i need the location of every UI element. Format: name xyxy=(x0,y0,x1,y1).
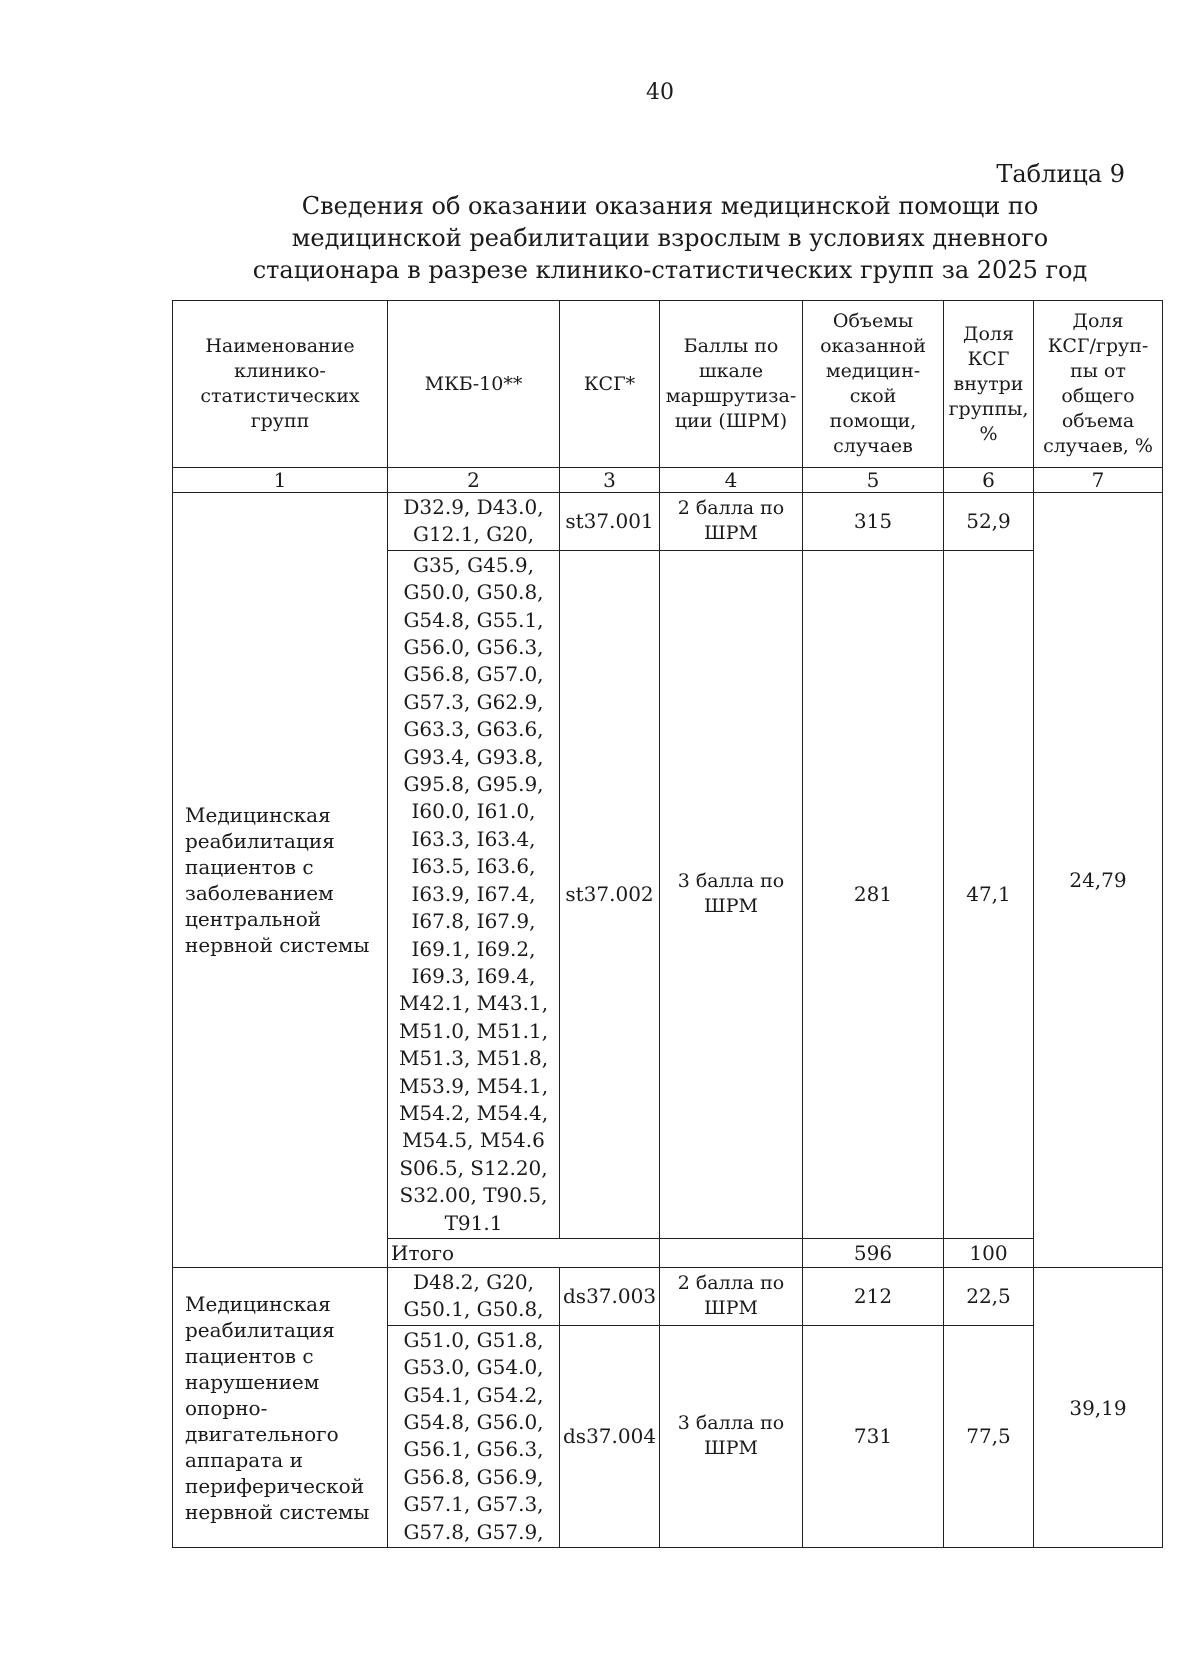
group-share-total: 24,79 xyxy=(1034,493,1163,1268)
table-label: Таблица 9 xyxy=(996,160,1125,188)
volume-value: 281 xyxy=(803,550,944,1238)
column-number: 7 xyxy=(1034,468,1163,493)
column-number: 2 xyxy=(388,468,560,493)
volume-value: 315 xyxy=(803,493,944,551)
group-name: Медицинская реабилитация пациентов с заболеванием центральной нервной системы xyxy=(173,493,388,1268)
empty-cell xyxy=(660,1238,803,1267)
share-value: 47,1 xyxy=(944,550,1034,1238)
table-row xyxy=(173,1267,1163,1325)
column-header: Объемы оказанной медицин- ской помощи, случаев xyxy=(803,301,944,468)
ksg-code: st37.002 xyxy=(560,550,660,1238)
share-value: 22,5 xyxy=(944,1267,1034,1325)
shrm-score: 2 балла по ШРМ xyxy=(660,1267,803,1325)
icd-codes: D32.9, D43.0, G12.1, G20, xyxy=(388,493,560,551)
ksg-code: st37.001 xyxy=(560,493,660,551)
icd-codes: D48.2, G20, G50.1, G50.8, xyxy=(388,1267,560,1325)
shrm-score: 3 балла по ШРМ xyxy=(660,1325,803,1547)
document-title: Сведения об оказании оказания медицинской помощи по медицинской реабилитации взрослым в условиях дневного стационара в разрезе клинико-статистических групп за 2025 год xyxy=(252,192,1088,284)
column-header: КСГ* xyxy=(560,301,660,468)
shrm-score: 3 балла по ШРМ xyxy=(660,550,803,1238)
volume-value: 212 xyxy=(803,1267,944,1325)
column-number: 4 xyxy=(660,468,803,493)
column-number: 3 xyxy=(560,468,660,493)
table-row xyxy=(173,493,1163,551)
page-number: 40 xyxy=(646,80,674,105)
group-name: Медицинская реабилитация пациентов с нарушением опорно- двигательного аппарата и периферической нервной системы xyxy=(173,1267,388,1547)
icd-codes: G35, G45.9, G50.0, G50.8, G54.8, G55.1, G56.0, G56.3, G56.8, G57.0, G57.3, G62.9, G63.3, G63.6, G93.4, G93.8, G95.8, G95.9, I60.0, I61.0, I63.3, I63.4, I63.5, I63.6, I63.9, I67.4, I67.8, I67.9, I69.1, I69.2, I69.3, I69.4, M42.1, M43.1, M51.0, M51.1, M51.3, M51.8, M53.9, M54.1, M54.2, M54.4, M54.5, M54.6 S06.5, S12.20, S32.00, T90.5, T91.1 xyxy=(388,550,560,1238)
column-header: Баллы по шкале маршрутиза- ции (ШРМ) xyxy=(660,301,803,468)
column-number: 1 xyxy=(173,468,388,493)
column-header: Доля КСГ внутри группы, % xyxy=(944,301,1034,468)
share-value: 52,9 xyxy=(944,493,1034,551)
shrm-score: 2 балла по ШРМ xyxy=(660,493,803,551)
total-share: 100 xyxy=(944,1238,1034,1267)
share-value: 77,5 xyxy=(944,1325,1034,1547)
group-share-total: 39,19 xyxy=(1034,1267,1163,1547)
icd-codes: G51.0, G51.8, G53.0, G54.0, G54.1, G54.2, G54.8, G56.0, G56.1, G56.3, G56.8, G56.9, G57.1, G57.3, G57.8, G57.9, xyxy=(388,1325,560,1547)
data-table xyxy=(172,300,1163,1548)
volume-value: 731 xyxy=(803,1325,944,1547)
column-number: 6 xyxy=(944,468,1034,493)
total-volume: 596 xyxy=(803,1238,944,1267)
column-header: Наименование клинико- статистических групп xyxy=(173,301,388,468)
column-number-row xyxy=(173,468,1163,493)
ksg-code: ds37.003 xyxy=(560,1267,660,1325)
header-row xyxy=(173,301,1163,468)
ksg-code: ds37.004 xyxy=(560,1325,660,1547)
column-number: 5 xyxy=(803,468,944,493)
total-label: Итого xyxy=(388,1238,660,1267)
column-header: МКБ-10** xyxy=(388,301,560,468)
column-header: Доля КСГ/груп- пы от общего объема случаев, % xyxy=(1034,301,1163,468)
